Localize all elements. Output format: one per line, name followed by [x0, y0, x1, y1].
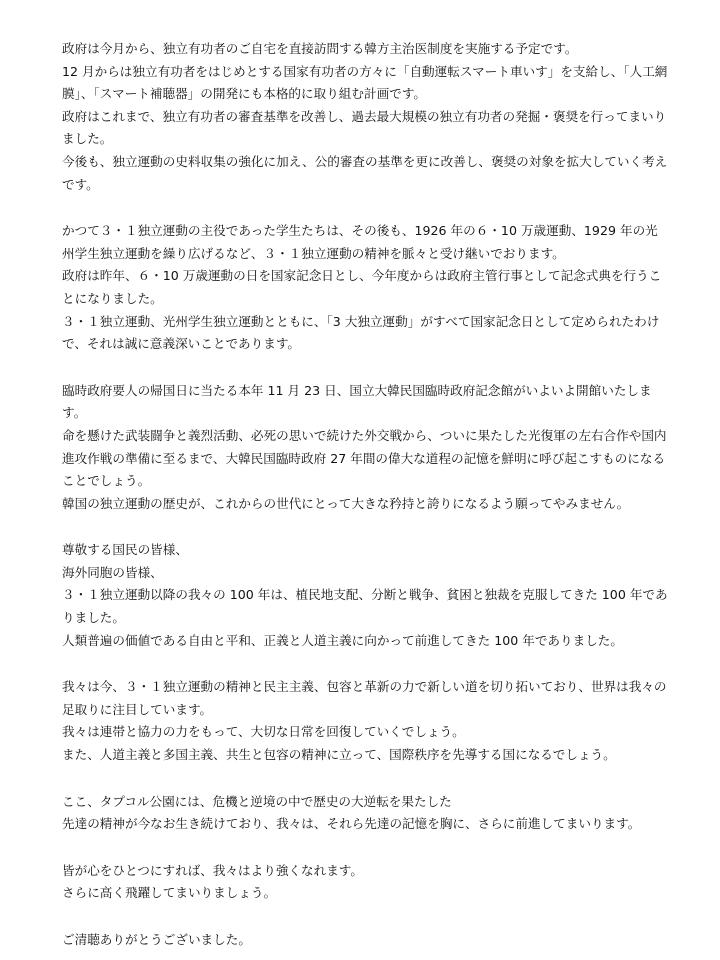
paragraph-gap — [62, 836, 668, 860]
section-8 — [62, 929, 668, 952]
paragraph: ３・１独立運動以降の我々の 100 年は、植民地支配、分断と戦争、貧困と独裁を克服してきた 100 年でありました。 — [62, 587, 668, 626]
paragraph: 12 月からは独立有功者をはじめとする国家有功者の方々に「自動運転スマート車いす」を支給し、「人工網膜」、「スマート補聴器」の開発にも本格的に取り組む計画です。 — [62, 63, 668, 102]
section-6 — [62, 791, 668, 836]
paragraph: 韓国の独立運動の歴史が、これからの世代にとって大きな矜持と誇りになるよう願ってやみません。 — [62, 495, 630, 511]
section-4 — [62, 539, 668, 652]
section-1 — [62, 38, 668, 196]
section-7 — [62, 860, 668, 905]
paragraph: ここ、タプコル公園には、危機と逆境の中で歴史の大逆転を果たした — [62, 793, 452, 809]
paragraph-gap — [62, 515, 668, 539]
section-3 — [62, 380, 668, 516]
paragraph: 我々は今、３・１独立運動の精神と民主主義、包容と革新の力で新しい道を切り拓いており、世界は我々の足取りに注目しています。 — [62, 679, 667, 717]
paragraph: 先達の精神が今なお生き続けており、我々は、それら先達の記憶を胸に、さらに前進してまいります。 — [62, 816, 641, 832]
paragraph: 政府は今月から、独立有功者のご自宅を直接訪問する韓方主治医制度を実施する予定です。 — [62, 41, 578, 56]
paragraph: 政府はこれまで、独立有功者の審査基準を改善し、過去最大規模の独立有功者の発掘・褒奨を行ってまいりました。 — [62, 108, 667, 147]
paragraph: かつて３・１独立運動の主役であった学生たちは、その後も、1926 年の６・10 万歳運動、1929 年の光州学生独立運動を繰り広げるなど、３・１独立運動の精神を脈々と受け継いでおります。 — [62, 223, 658, 261]
paragraph: また、人道主義と多国主義、共生と包容の精神に立って、国際秩序を先導する国になるでしょう。 — [62, 747, 616, 763]
paragraph: ご清聴ありがとうございました。 — [62, 932, 251, 947]
section-5 — [62, 676, 668, 766]
section-2 — [62, 220, 668, 356]
paragraph-gap — [62, 767, 668, 791]
paragraph-gap — [62, 652, 668, 676]
paragraph: ３・１独立運動、光州学生独立運動とともに、「3 大独立運動」がすべて国家記念日として定められたわけで、それは誠に意義深いことであります。 — [62, 313, 660, 352]
paragraph: 臨時政府要人の帰国日に当たる本年 11 月 23 日、国立大韓民国臨時政府記念館がいよいよ開館いたします。 — [62, 382, 652, 421]
paragraph-gap — [62, 356, 668, 380]
paragraph: 皆が心をひとつにすれば、我々はより強くなれます。 — [62, 862, 363, 878]
paragraph: 命を懸けた武装闘争と義烈活動、必死の思いで続けた外交戦から、ついに果たした光復軍の左右合作や国内進攻作戦の準備に至るまで、大韓民国臨時政府 27 年間の偉大な道程の記憶を鮮明に呼び起こすものになることでしょう。 — [62, 427, 667, 489]
paragraph-gap — [62, 196, 668, 220]
paragraph: 政府は昨年、６・10 万歳運動の日を国家記念日とし、今年度からは政府主管行事として記念式典を行うことになりました。 — [62, 268, 662, 306]
paragraph-gap — [62, 905, 668, 929]
paragraph: 我々は連帯と協力の力をもって、大切な日常を回復していくでしょう。 — [62, 724, 465, 740]
paragraph: 今後も、独立運動の史料収集の強化に加え、公的審査の基準を更に改善し、褒奨の対象を拡大していく考えです。 — [62, 153, 668, 192]
paragraph: 人類普遍の価値である自由と平和、正義と人道主義に向かって前進してきた 100 年でありました。 — [62, 632, 623, 648]
paragraph: さらに高く飛躍してまいりましょう。 — [62, 885, 277, 901]
paragraph: 尊敬する国民の皆様、 — [62, 542, 188, 558]
paragraph: 海外同胞の皆様、 — [62, 564, 163, 580]
